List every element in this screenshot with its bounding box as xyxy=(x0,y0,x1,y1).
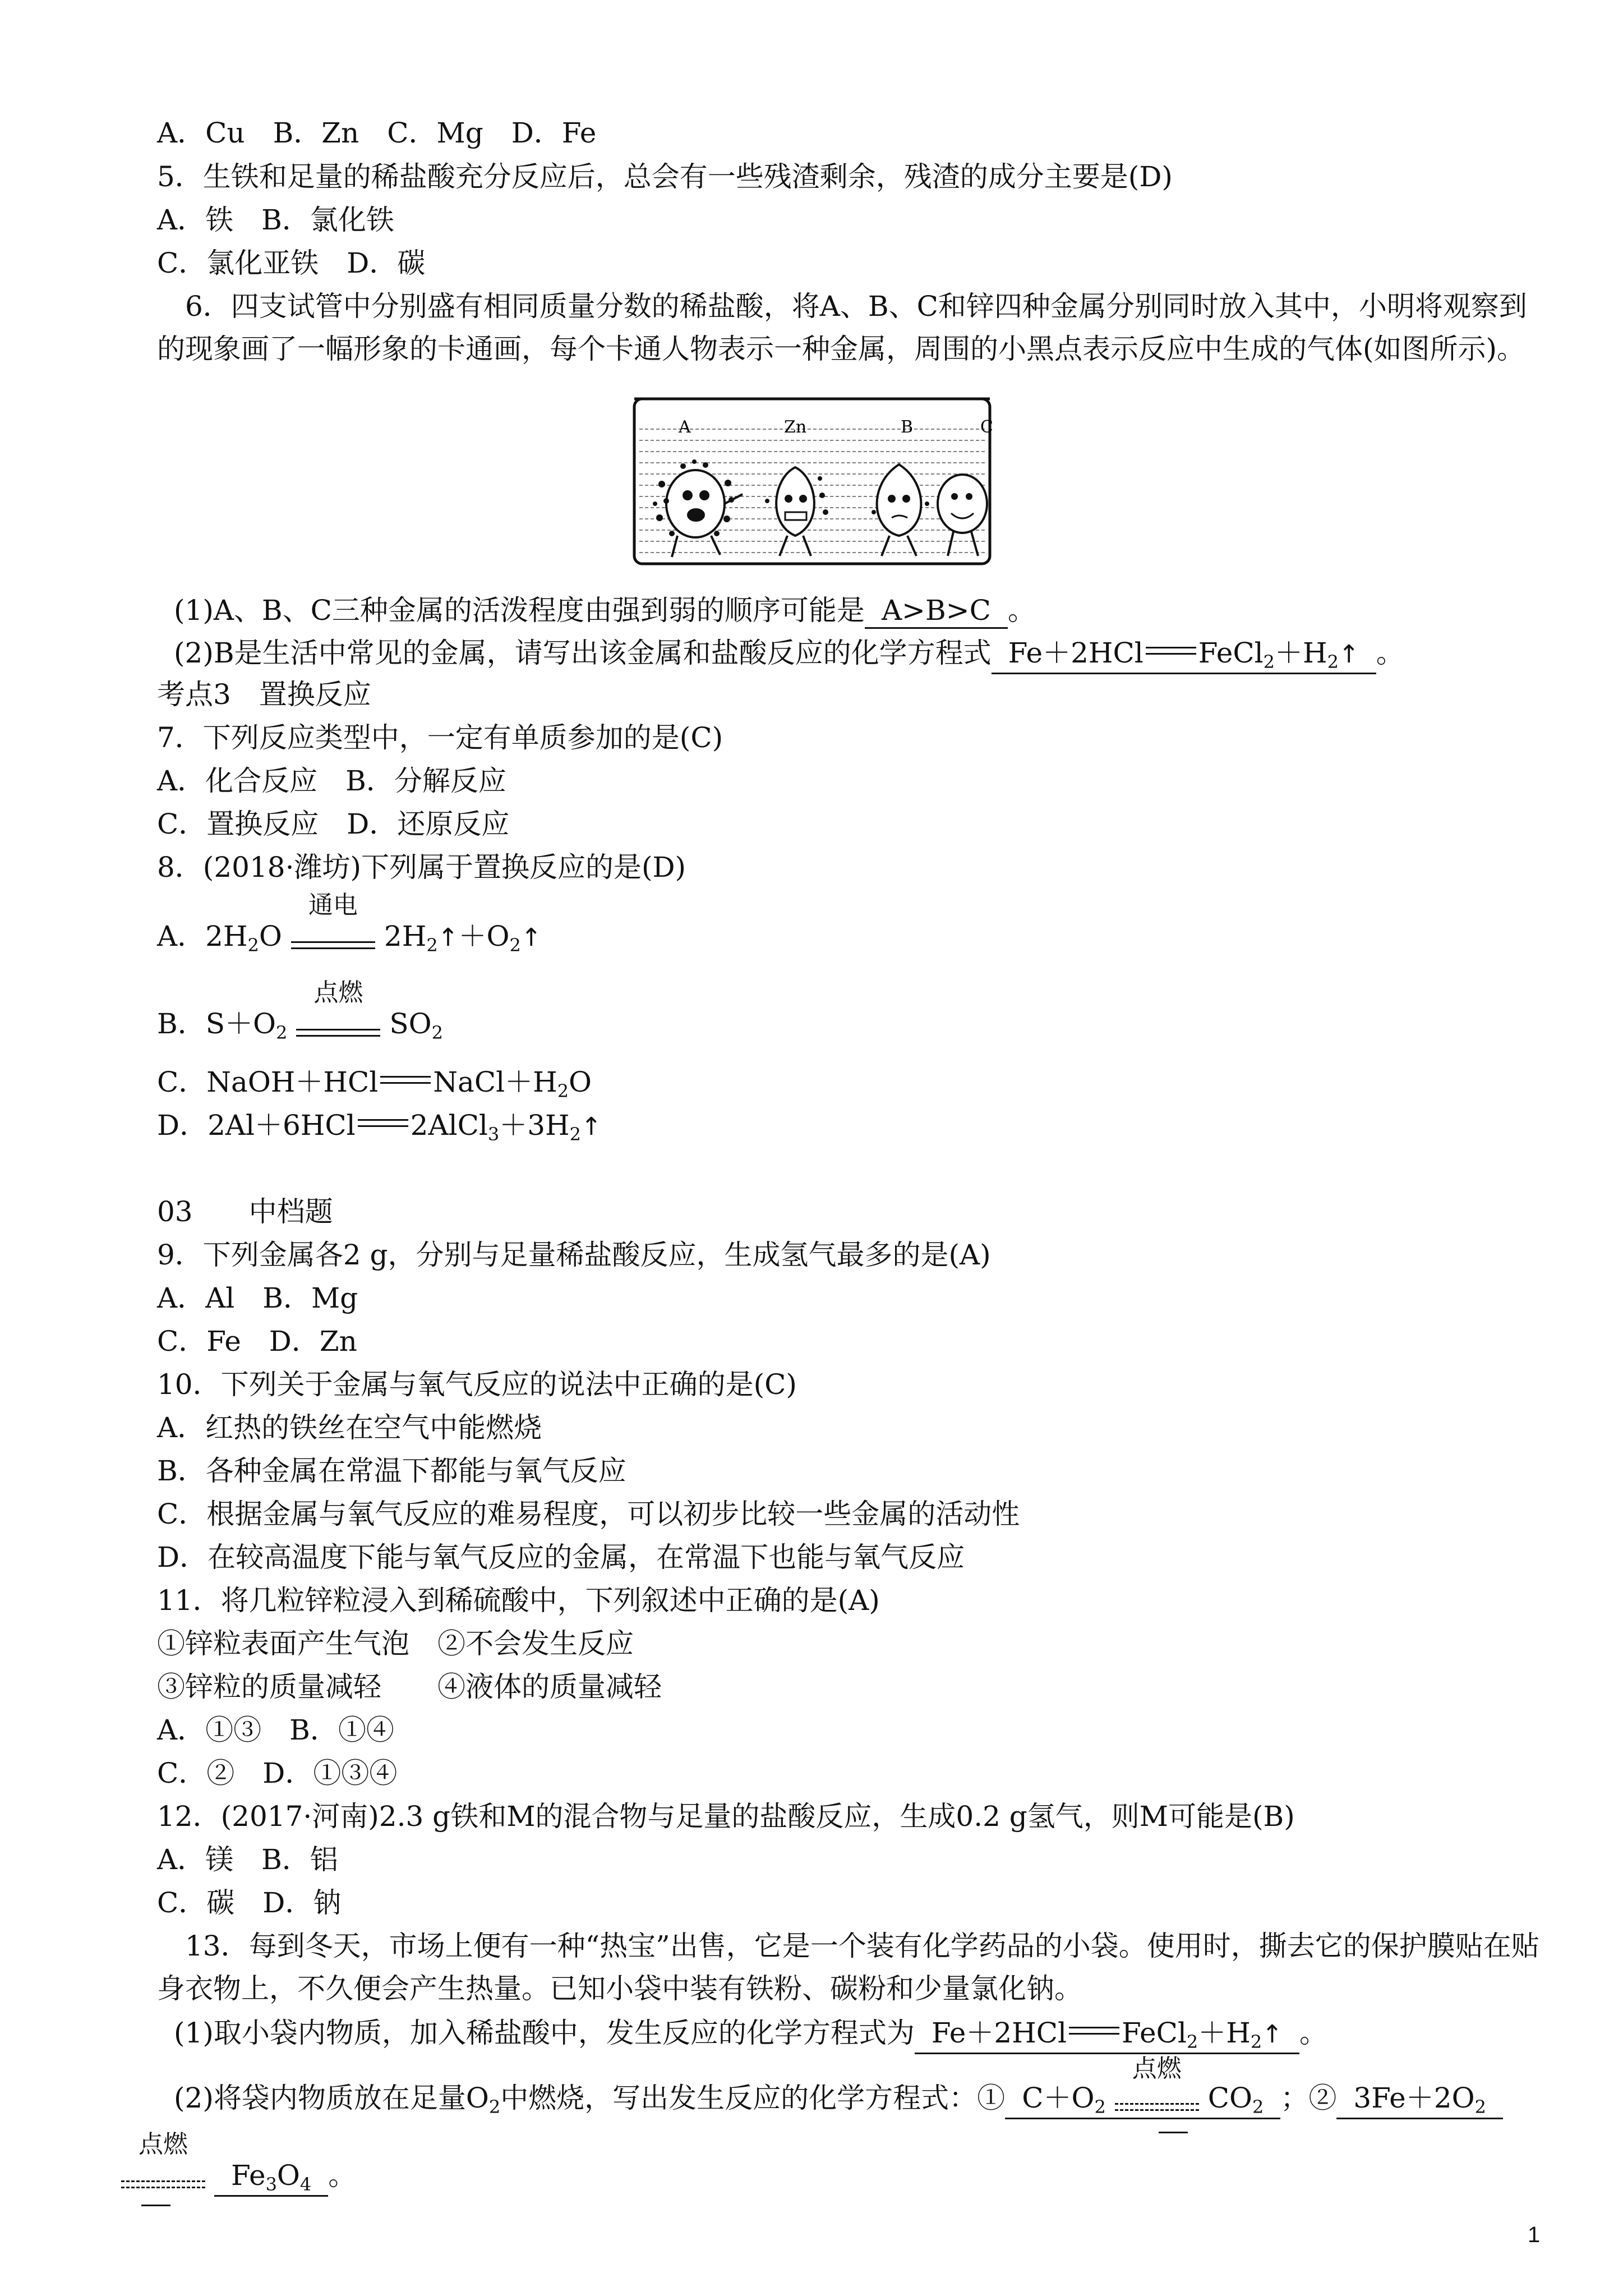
q6-part2-answer: Fe＋2HCl $FeCl_2+H_2↑$ xyxy=(992,637,1376,674)
q7-stem: 7．下列反应类型中，一定有单质参加的是(C) xyxy=(157,721,723,754)
q13-eq2-answer-end: $Fe_3O_4$ xyxy=(214,2160,328,2197)
q6-part2: (2)B是生活中常见的金属，请写出该金属和盐酸反应的化学方程式 Fe＋2HCl $FeCl_2+H_2↑$ 。 xyxy=(174,637,1404,674)
section-heading-3: 考点3 置换反应 xyxy=(157,678,371,711)
label-zn: Zn xyxy=(784,417,807,437)
q13-stem: 13．每到冬天，市场上便有一种“热宝”出售，它是一个装有化学药品的小袋。使用时，撕去它的保护膜贴在贴身衣物上，不久便会产生热量。已知小袋中装有铁粉、碳粉和少量氯化钠。 xyxy=(157,1930,1539,2005)
q13-part1-answer: Fe＋2HCl $FeCl_2+H_2↑$ xyxy=(915,2017,1299,2054)
q10-option-a: A．红热的铁丝在空气中能燃烧 xyxy=(157,1411,542,1444)
equation-underline xyxy=(1159,2132,1188,2133)
q10-stem: 10．下列关于金属与氧气反应的说法中正确的是(C) xyxy=(157,1368,797,1401)
reaction-condition-sign: 点燃 xyxy=(1115,2092,1199,2111)
equation-underline xyxy=(141,2205,170,2206)
q9-stem: 9．下列金属各2 g，分别与足量稀盐酸反应，生成氢气最多的是(A) xyxy=(157,1239,991,1271)
q5-options-ab: A．铁 B．氯化铁 xyxy=(157,204,394,236)
q8-option-b: B．$S+O_2$ 点燃 $SO_2$ xyxy=(157,978,443,1043)
q10-option-c: C．根据金属与氧气反应的难易程度，可以初步比较一些金属的活动性 xyxy=(157,1498,1020,1530)
label-c: C xyxy=(980,417,993,437)
q12-options-cd: C．碳 D．钠 xyxy=(157,1887,342,1919)
q8-option-a: A．$2H_2O$ 通电 $2H_2↑+O_2↑$ xyxy=(157,891,542,956)
q12-options-ab: A．镁 B．铝 xyxy=(157,1843,338,1876)
metal-zn-character xyxy=(765,467,828,556)
q11-options-cd: C．② D．①③④ xyxy=(157,1757,398,1789)
q11-statements-12: ①锌粒表面产生气泡 ②不会发生反应 xyxy=(157,1627,634,1660)
q6-stem: 6．四支试管中分别盛有相同质量分数的稀盐酸，将A、B、C和锌四种金属分别同时放入其中，小明将观察到的现象画了一幅形象的卡通画，每个卡通人物表示一种金属，周围的小黑点表示反应中生成的气体(如图所示)。 xyxy=(157,290,1527,365)
q11-statements-34: ③锌粒的质量减轻 ④液体的质量减轻 xyxy=(157,1671,662,1703)
section-heading-03: 03 中档题 xyxy=(157,1195,333,1228)
q13-eq2-answer-start: $3Fe+2O_2$ xyxy=(1336,2082,1503,2119)
label-a: A xyxy=(679,417,691,437)
q10-option-d: D．在较高温度下能与氧气反应的金属，在常温下也能与氧气反应 xyxy=(157,1541,965,1573)
q13-eq1-answer: $C+O_2$ 点燃 $CO_2$ xyxy=(1005,2082,1280,2119)
q11-stem: 11．将几粒锌粒浸入到稀硫酸中，下列叙述中正确的是(A) xyxy=(157,1584,880,1617)
q12-stem: 12．(2017·河南)2.3 g铁和M的混合物与足量的盐酸反应，生成0.2 g氢气，则M可能是(B) xyxy=(157,1800,1295,1833)
q7-options-cd: C．置换反应 D．还原反应 xyxy=(157,808,510,840)
q10-option-b: B．各种金属在常温下都能与氧气反应 xyxy=(157,1455,626,1487)
q11-options-ab: A．①③ B．①④ xyxy=(157,1714,394,1746)
q8-stem: 8．(2018·潍坊)下列属于置换反应的是(D) xyxy=(157,851,686,884)
page-number: 1 xyxy=(1528,2223,1541,2247)
q8-option-d: D．2Al＋6HCl $2AlCl_3+3H_2↑$ xyxy=(157,1109,602,1145)
q13-part1: (1)取小袋内物质，加入稀盐酸中，发生反应的化学方程式为 Fe＋2HCl $FeCl_2+H_2↑$ 。 xyxy=(174,2017,1327,2054)
label-b: B xyxy=(901,417,914,437)
metal-b-character xyxy=(872,464,929,556)
q7-options-ab: A．化合反应 B．分解反应 xyxy=(157,765,506,797)
q9-options-ab: A．Al B．Mg xyxy=(157,1282,358,1314)
q6-part1: (1)A、B、C三种金属的活泼程度由强到弱的顺序可能是 A>B>C 。 xyxy=(174,595,1036,629)
q6-part1-answer: A>B>C xyxy=(865,595,1008,629)
reaction-condition-sign: 点燃 xyxy=(296,1018,380,1037)
q9-options-cd: C．Fe D．Zn xyxy=(157,1325,357,1358)
q5-options-cd: C．氯化亚铁 D．碳 xyxy=(157,247,426,279)
metals-in-acid-cartoon xyxy=(633,389,992,567)
metal-c-character xyxy=(938,475,987,556)
q5-stem: 5．生铁和足量的稀盐酸充分反应后，总会有一些残渣剩余，残渣的成分主要是(D) xyxy=(157,160,1173,193)
q4-options: A．Cu B．Zn C．Mg D．Fe xyxy=(157,117,597,149)
q8-option-c: C．NaOH＋HCl $NaCl+H_2O$ xyxy=(157,1066,592,1102)
reaction-condition-sign: 通电 xyxy=(291,930,375,949)
q13-part2-continued: 点燃 $Fe_3O_4$ 。 xyxy=(112,2160,356,2197)
q13-part2: (2)将袋内物质放在足量$O_2$中燃烧，写出发生反应的化学方程式：① $C+O_2$ 点燃 $CO_2$ ；② $3Fe+2O_2$ xyxy=(174,2082,1503,2119)
reaction-condition-sign: 点燃 xyxy=(121,2169,205,2188)
